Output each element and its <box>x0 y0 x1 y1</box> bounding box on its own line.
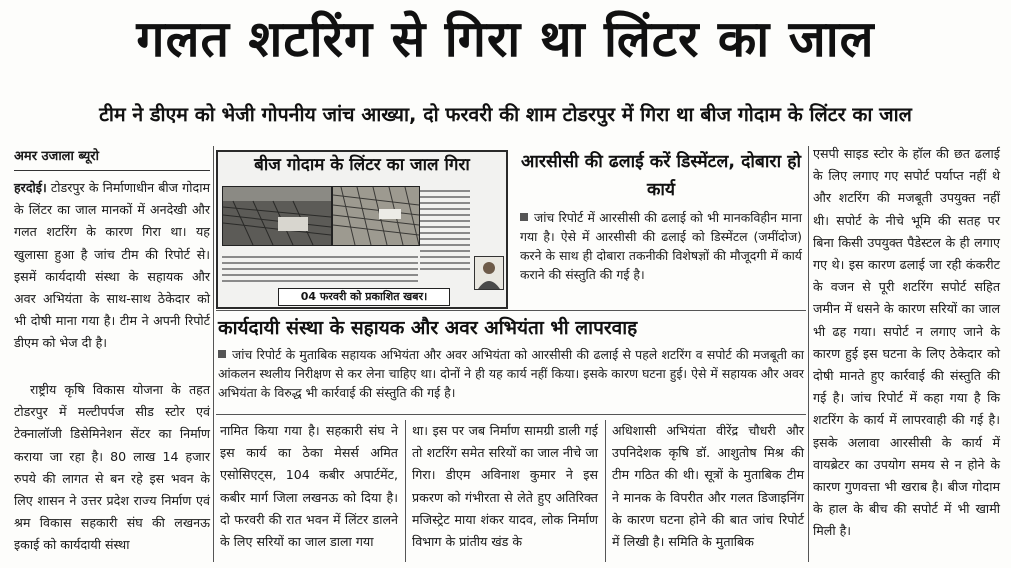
column-divider <box>213 146 214 562</box>
article-column-1-bottom <box>14 379 210 557</box>
article-column-1-top <box>14 177 210 355</box>
column-divider <box>605 420 606 562</box>
clipping-text-block-left <box>222 252 418 286</box>
article-column-4: अधिशासी अभियंता वीरेंद्र चौधरी और उपनिदेशक कृषि डॉ. आशुतोष मिश्र की टीम गठित की थी। सूत्रों के मुताबिक टीम ने मानक के विपरीत और गलत डिजाइनिंग के कारण घटना होने की बात जांच रिपोर्ट में लिखी है। समिति के मुताबिक <box>612 423 804 550</box>
box-body <box>520 208 802 284</box>
box-title: आरसीसी की ढलाई करें डिस्मेंटल, दोबारा हो कार्य <box>520 152 802 200</box>
section-rule-top <box>216 310 806 311</box>
square-bullet-icon <box>520 213 528 221</box>
subheadline: टीम ने डीएम को भेजी गोपनीय जांच आख्या, दो फरवरी की शाम टोडरपुर में गिरा था बीज गोदाम के लिंटर का जाल <box>99 103 912 126</box>
dateline: हरदोई। <box>14 180 47 195</box>
archive-clipping <box>216 150 508 309</box>
article-column-2: नामित किया गया है। सहकारी संघ ने इस कार्य का ठेका मेसर्स अमित एसोसिएट्स, 104 कबीर अपार्टमेंट, कबीर मार्ग जिला लखनऊ को दिया है। दो फरवरी की रात भवन में लिंटर डालने के लिए सरियों का जाल डाला गया <box>220 423 398 550</box>
section-body-text: जांच रिपोर्ट के मुताबिक सहायक अभियंता और अवर अभियंता को आरसीसी की ढलाई से पहले शटरिंग व सपोर्ट की मजबूती का आंकलन स्थलीय निरीक्षण से कर लेना चाहिए था। दोनों ने ही यह कार्य नहीं किया। इसके कारण घटना हुई। ऐसे में सहायक और अवर अभियंता के विरुद्ध भी कार्रवाई की संस्तुति की गई है। <box>218 347 804 400</box>
clipping-banner: 04 फरवरी को प्रकाशित खबर। <box>278 288 450 306</box>
square-bullet-icon <box>218 350 226 358</box>
headline: गलत शटरिंग से गिरा था लिंटर का जाल <box>136 10 875 68</box>
byline-rule <box>14 170 210 171</box>
paragraph-2: राष्ट्रीय कृषि विकास योजना के तहत टोडरपुर में मल्टीपर्पज सीड स्टोर एवं टेक्नालॉजी डिसेमिनेशन सेंटर का निर्माण कराया जा रहा है। 80 लाख 14 हजार रुपये की लागत से बन रहे इस भवन के लिए शासन ने उत्तर प्रदेश राज्य निर्माण एवं श्रम विकास सहकारी संघ की लखनऊ इकाई को कार्यदायी संस्था <box>14 382 210 553</box>
article-column-5: एसपी साइड स्टोर के हॉल की छत ढलाई के लिए लगाए गए सपोर्ट पर्याप्त नहीं थे और शटरिंग की मजबूती उपयुक्त नहीं थी। सपोर्ट के नीचे भूमि की सतह पर बिना किसी उपयुक्त पैडेस्टल के ही लगाए गए थे। इस कारण ढलाई जा रही कंकरीट के वजन से पूरी शटरिंग सपोर्ट सहित जमीन में धसने के कारण सरियों का जाल भी ढह गया। सपोर्ट न लगाए जाने के कारण हुई इस घटना के लिए ठेकेदार को दोषी मानते हुए कार्रवाई की संस्तुति की गई है। जांच रिपोर्ट में कहा गया है कि शटरिंग के कार्य में लापरवाही की गई है। इसके अलावा आरसीसी के कार्य में वायब्रेटर का उपयोग समय से न होने के कारण गुणवत्ता भी खराब है। बीज गोदाम के हाल के बीच की सपोर्ट में भी खामी मिली है। <box>813 146 1000 539</box>
official-portrait-thumbnail <box>474 256 504 290</box>
column-divider <box>808 146 809 562</box>
clipping-title: बीज गोदाम के लिंटर का जाल गिरा <box>254 155 470 175</box>
article-column-3: था। इस पर जब निर्माण सामग्री डाली गई तो शटरिंग समेत सरियों का जाल नीचे जा गिरा। डीएम अविनाश कुमार ने इस प्रकरण को गंभीरता से लेते हुए अतिरिक्त मजिस्ट्रेट माया शंकर यादव, लोक निर्माण विभाग के प्रांतीय खंड के <box>412 423 598 550</box>
lead-paragraph <box>14 177 210 355</box>
collapsed-lintel-photo-2 <box>332 186 420 246</box>
box-body-text: जांच रिपोर्ट में आरसीसी की ढलाई को भी मानकविहीन माना गया है। ऐसे में आरसीसी की ढलाई को डिस्मेंटल (जमींदोज) करने के साथ ही दोबारा तकनीकी विशेषज्ञों की मौजूदगी में कार्य कराने की संस्तुति की गई है। <box>520 210 802 282</box>
section-rule-bottom <box>216 414 806 415</box>
column-divider <box>405 420 406 562</box>
collapsed-lintel-photo-1 <box>222 186 332 246</box>
clipping-text-block <box>420 186 470 286</box>
section-body <box>218 345 804 402</box>
byline: अमर उजाला ब्यूरो <box>14 149 99 164</box>
section-title: कार्यदायी संस्था के सहायक और अवर अभियंता भी लापरवाह <box>218 317 638 339</box>
lead-text: टोडरपुर के निर्माणाधीन बीज गोदाम के लिंटर का जाल मानकों में अनदेखी और गलत शटरिंग के कारण गिरा था। यह खुलासा हुआ है जांच टीम की रिपोर्ट से। इसमें कार्यदायी संस्था के सहायक और अवर अभियंता के साथ-साथ ठेकेदार को भी दोषी माना गया है। टीम ने अपनी रिपोर्ट डीएम को भेज दी है। <box>14 180 210 351</box>
